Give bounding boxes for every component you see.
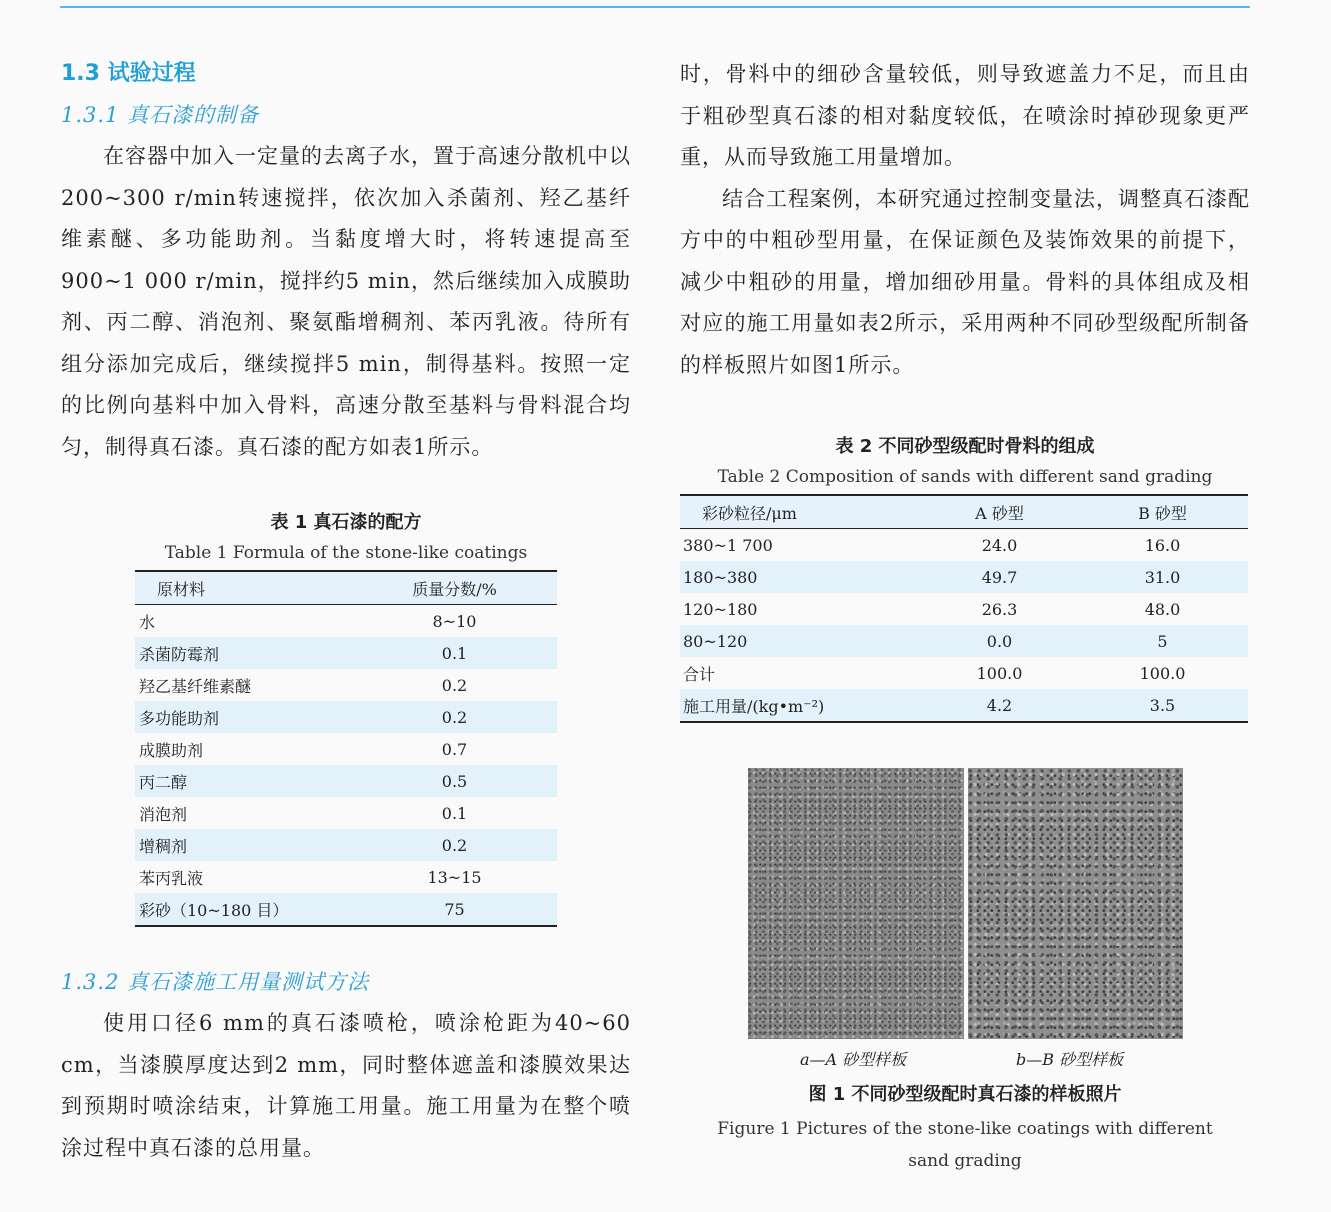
table-row xyxy=(680,657,1248,689)
table1-formula xyxy=(135,570,557,927)
table-cell-label: 丙二醇 xyxy=(135,765,352,797)
paragraph-case-study: 结合工程案例，本研究通过控制变量法，调整真石漆配方中的中粗砂型用量，在保证颜色及装饰效果的前提下，减少中粗砂的用量，增加细砂用量。骨料的具体组成及相对应的施工用量如表2所示，采用两种不同砂型级配所制备的样板照片如图1所示。 xyxy=(680,186,1250,377)
table-row xyxy=(135,701,557,733)
table-cell-label: 合计 xyxy=(683,664,716,684)
table-row xyxy=(135,797,557,829)
table-cell-label: 380~1 700 xyxy=(683,535,773,555)
table-row xyxy=(135,861,557,893)
table-row xyxy=(680,529,1248,562)
table2-caption: 表 2 不同砂型级配时骨料的组成 xyxy=(835,436,1095,457)
table-cell-value: 0.0 xyxy=(922,625,1077,657)
table-cell-label: 消泡剂 xyxy=(139,804,188,824)
paragraph-preparation: 在容器中加入一定量的去离子水，置于高速分散机中以200~300 r/min转速搅拌，依次加入杀菌剂、羟乙基纤维素醚、多功能助剂。当黏度增大时，将转速提高至900~1 000 r/min，搅拌约5 min，然后继续加入成膜助剂、丙二醇、消泡剂、聚氨酯增稠剂、苯丙乳液。待所有组分添加完成后，继续搅拌5 min，制得基料。按照一定的比例向基料中加入骨料，高速分散至基料与骨料混合均匀，制得真石漆。真石漆的配方如表1所示。 xyxy=(61,144,631,459)
table1-caption: 表 1 真石漆的配方 xyxy=(270,512,422,533)
table-cell-value: 100.0 xyxy=(976,663,1023,683)
right-column xyxy=(680,54,1250,723)
table-cell-label: 彩砂（10~180 目） xyxy=(135,893,352,926)
table-cell-label: 增稠剂 xyxy=(135,829,352,861)
table-cell-label: 多功能助剂 xyxy=(135,701,352,733)
table-cell-label: 水 xyxy=(139,612,156,632)
table-cell-value: 100.0 xyxy=(1139,663,1186,683)
table-cell-value: 0.2 xyxy=(352,829,557,861)
sample-photo-a xyxy=(748,768,964,1039)
table-cell-label: 羟乙基纤维素醚 xyxy=(139,676,252,696)
table-cell-value: 8~10 xyxy=(432,611,477,631)
table-cell-label: 120~180 xyxy=(683,599,758,619)
table-cell-value: 0.7 xyxy=(441,739,468,759)
table-cell-value: 0.5 xyxy=(352,765,557,797)
table2-sand-composition xyxy=(680,494,1248,723)
table1-header-row xyxy=(135,571,557,605)
table-cell-label: 施工用量/(kg•m⁻²) xyxy=(680,689,922,722)
table-cell-value: 0.1 xyxy=(352,637,557,669)
table-cell-label: 80~120 xyxy=(680,625,922,657)
table-cell-value: 0.2 xyxy=(441,675,468,695)
figure1-caption-en: Figure 1 Pictures of the stone-like coatings with different sand grading xyxy=(717,1119,1213,1171)
table-cell-value: 24.0 xyxy=(981,535,1018,555)
sample-photo-b xyxy=(968,768,1184,1039)
section-heading-1-3: 1.3 试验过程 xyxy=(61,61,196,86)
subsection-heading-1-3-2: 1.3.2 真石漆施工用量测试方法 xyxy=(61,970,370,994)
table-cell-value: 0.2 xyxy=(352,701,557,733)
table1-header-material: 原材料 xyxy=(135,571,352,605)
table2-header-size: 彩砂粒径/μm xyxy=(680,495,922,529)
paragraph-test-method: 使用口径6 mm的真石漆喷枪，喷涂枪距为40~60 cm，当漆膜厚度达到2 mm，同时整体遮盖和漆膜效果达到预期时喷涂结束，计算施工用量。施工用量为在整个喷涂过程中真石漆的总用量。 xyxy=(61,1011,631,1160)
table-row xyxy=(135,893,557,926)
table1-header-mass-fraction: 质量分数/% xyxy=(352,571,557,605)
table-cell-value: 0.1 xyxy=(441,803,468,823)
table-cell-value: 4.2 xyxy=(922,689,1077,722)
table-row xyxy=(680,625,1248,657)
figure1-caption: 图 1 不同砂型级配时真石漆的样板照片 xyxy=(808,1084,1122,1105)
table-cell-value: 26.3 xyxy=(981,599,1018,619)
table-row xyxy=(680,689,1248,722)
table-row xyxy=(135,637,557,669)
table-cell-value: 48.0 xyxy=(1144,599,1181,619)
table-row xyxy=(135,829,557,861)
table-cell-label: 180~380 xyxy=(680,561,922,593)
paragraph-continued: 时，骨料中的细砂含量较低，则导致遮盖力不足，而且由于粗砂型真石漆的相对黏度较低，在喷涂时掉砂现象更严重，从而导致施工用量增加。 xyxy=(680,62,1250,169)
table2-header-a: A 砂型 xyxy=(922,495,1077,529)
table-cell-value: 75 xyxy=(352,893,557,926)
left-column xyxy=(61,54,631,1169)
table-row xyxy=(680,593,1248,625)
table-cell-value: 49.7 xyxy=(922,561,1077,593)
table-row xyxy=(135,765,557,797)
table-cell-value: 5 xyxy=(1077,625,1248,657)
figure1-subcaption-b: b—B 砂型样板 xyxy=(1016,1050,1124,1069)
header-rule xyxy=(60,6,1250,8)
table-cell-value: 16.0 xyxy=(1144,535,1181,555)
table-cell-label: 苯丙乳液 xyxy=(139,868,204,888)
table1-caption-en: Table 1 Formula of the stone-like coatings xyxy=(164,543,528,563)
table-cell-value: 13~15 xyxy=(427,867,482,887)
table2-header-b: B 砂型 xyxy=(1077,495,1248,529)
table-cell-value: 3.5 xyxy=(1077,689,1248,722)
table2-caption-en: Table 2 Composition of sands with different sand grading xyxy=(717,467,1213,487)
table-cell-label: 杀菌防霉剂 xyxy=(135,637,352,669)
table-row xyxy=(135,669,557,701)
subsection-heading-1-3-1: 1.3.1 真石漆的制备 xyxy=(61,103,260,127)
table-cell-value: 31.0 xyxy=(1077,561,1248,593)
figure1-photos xyxy=(748,768,1183,1039)
figure1-subcaption-a: a—A 砂型样板 xyxy=(800,1050,907,1069)
table-row xyxy=(135,733,557,765)
table-cell-label: 成膜助剂 xyxy=(139,740,204,760)
table2-header-row xyxy=(680,495,1248,529)
table-row xyxy=(135,605,557,638)
table-row xyxy=(680,561,1248,593)
